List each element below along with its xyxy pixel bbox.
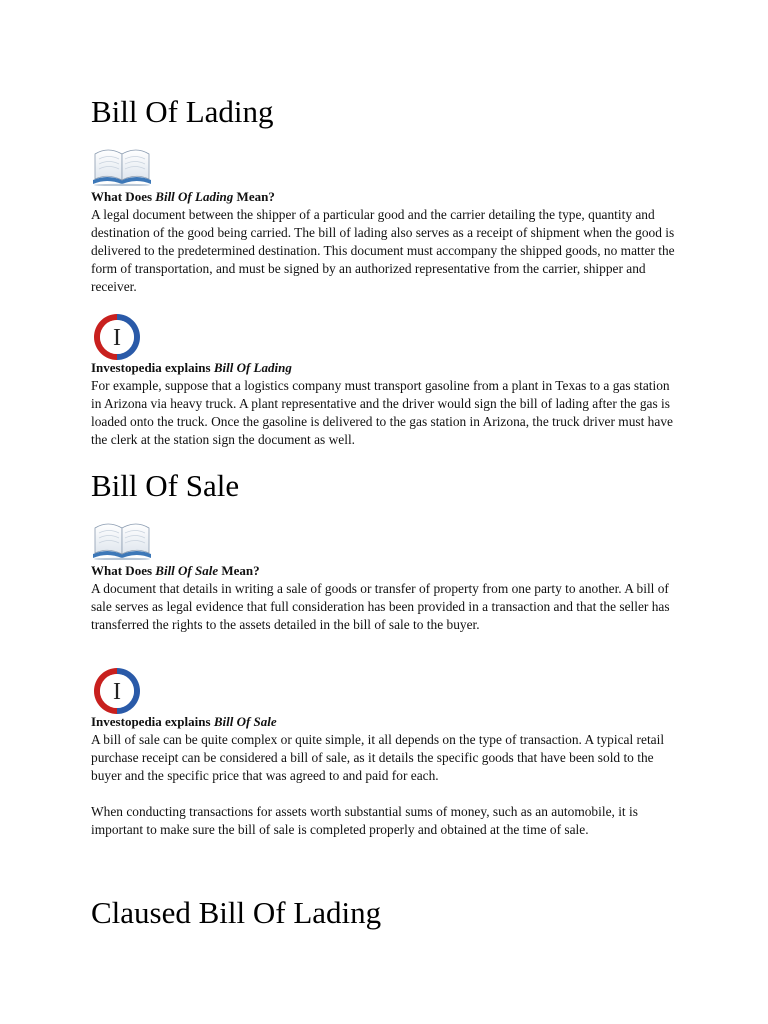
investopedia-letter: I (113, 679, 121, 705)
investopedia-letter: I (113, 325, 121, 351)
heading-term: Bill Of Lading (155, 189, 234, 204)
heading-prefix: Investopedia explains (91, 360, 214, 375)
what-does-heading (91, 562, 683, 580)
heading-prefix: What Does (91, 189, 156, 204)
heading-term: Bill Of Lading (213, 360, 292, 375)
heading-term: Bill Of Sale (213, 714, 277, 729)
section-title-bill-of-sale: Bill Of Sale (91, 468, 240, 503)
open-book-icon (91, 518, 153, 560)
heading-prefix: Investopedia explains (91, 714, 214, 729)
heading-term: Bill Of Sale (155, 563, 219, 578)
open-book-icon (91, 144, 153, 186)
what-does-heading (91, 188, 683, 206)
explanation-paragraph: A bill of sale can be quite complex or quite simple, it all depends on the type of transaction. A typical retail purchase receipt can be considered a bill of sale, as it details the specific goods that have been sold to the buyer and the specific price that was agreed to and paid for each. (91, 732, 665, 783)
section-title-bill-of-lading: Bill Of Lading (91, 94, 274, 129)
definition-paragraph: A legal document between the shipper of a particular good and the carrier detailing the type, quantity and destination of the good being carried. The bill of lading also serves as a receipt of shipment when the good is delivered to the predetermined destination. This document must accompany the shipped goods, no matter the form of transportation, and must be signed by an authorized representative from the carrier, shipper and receiver. (91, 207, 675, 294)
explanation-block (91, 731, 683, 839)
definition-paragraph: A document that details in writing a sale of goods or transfer of property from one party to another. A bill of sale serves as legal evidence that full consideration has been provided in a transaction and that the seller has transferred the rights to the assets detailed in the bill of sale to the buyer. (91, 581, 670, 632)
investopedia-i-icon (91, 312, 143, 362)
explains-heading (91, 713, 683, 731)
heading-suffix: Mean? (218, 563, 260, 578)
explains-heading (91, 359, 683, 377)
explanation-paragraph: When conducting transactions for assets worth substantial sums of money, such as an automobile, it is important to make sure the bill of sale is completed properly and obtained at the time of sale. (91, 804, 638, 837)
heading-prefix: What Does (91, 563, 156, 578)
explanation-paragraph: For example, suppose that a logistics company must transport gasoline from a plant in Texas to a gas station in Arizona via heavy truck. A plant representative and the driver would sign the bill of lading after the gas is loaded onto the truck. Once the gasoline is delivered to the gas station in Arizona, the truck driver must have the clerk at the station sign the document as well. (91, 378, 673, 447)
heading-suffix: Mean? (233, 189, 275, 204)
section-title-claused-bill-of-lading: Claused Bill Of Lading (91, 895, 382, 930)
investopedia-i-icon (91, 666, 143, 716)
explanation-block (91, 377, 683, 449)
